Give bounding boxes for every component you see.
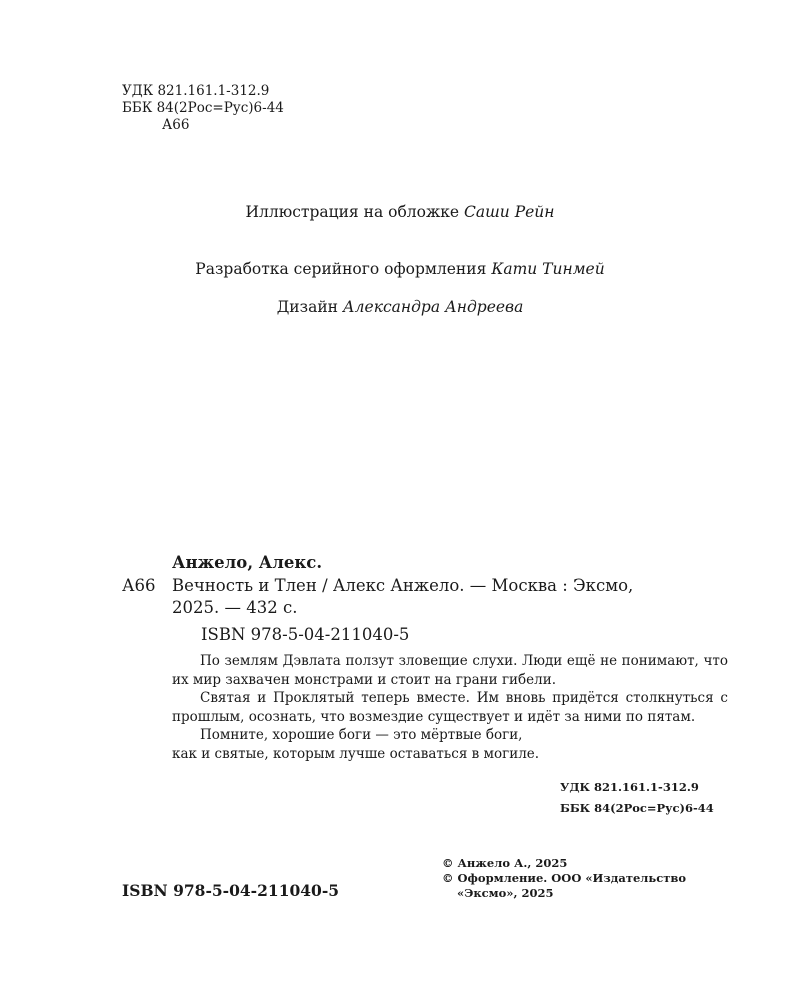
- credit-illustration: [0, 203, 800, 221]
- codes-udk: УДК 821.161.1-312.9: [560, 780, 699, 794]
- credit-illustration-name: Саши Рейн: [464, 203, 555, 221]
- annotation-paragraph-1: По землям Дэвлата ползут зловещие слухи. Люди ещё не понимают, что их мир захвачен монстрами и стоит на грани гибели.: [172, 653, 728, 688]
- catalog-title-line2: 2025. — 432 с.: [172, 598, 298, 617]
- catalog-author-heading: Анжело, Алекс.: [172, 553, 323, 572]
- annotation: [172, 652, 728, 763]
- catalog-title-line1: Вечность и Тлен / Алекс Анжело. — Москва : Эксмо,: [172, 576, 634, 595]
- codes-bbk: ББК 84(2Рос=Рус)6-44: [560, 801, 714, 815]
- header-udk: УДК 821.161.1-312.9: [122, 83, 270, 99]
- copyright-design-line2: «Эксмо», 2025: [457, 886, 554, 900]
- header-author-mark: А66: [162, 117, 190, 133]
- credit-design-name: Александра Андреева: [342, 298, 524, 316]
- credit-series-design: [0, 260, 800, 278]
- annotation-paragraph-2: Святая и Проклятый теперь вместе. Им вновь придётся столкнуться с прошлым, осознать, что возмездие существует и идёт за ними по пятам.: [172, 690, 728, 725]
- credit-design-label: Дизайн: [276, 298, 338, 316]
- footer-isbn: ISBN 978-5-04-211040-5: [122, 881, 340, 900]
- catalog-mark: А66: [122, 576, 156, 595]
- annotation-paragraph-3-line-1: Помните, хорошие боги — это мёртвые боги,: [200, 727, 523, 743]
- copyright-author: © Анжело А., 2025: [442, 856, 568, 870]
- credit-series-label: Разработка серийного оформления: [195, 260, 487, 278]
- credit-series-name: Кати Тинмей: [491, 260, 605, 278]
- copyright-design-line1: © Оформление. ООО «Издательство: [442, 871, 686, 885]
- catalog-isbn: ISBN 978-5-04-211040-5: [201, 625, 410, 644]
- credit-illustration-label: Иллюстрация на обложке: [245, 203, 460, 221]
- annotation-paragraph-3-line-2: как и святые, которым лучше оставаться в могиле.: [172, 745, 540, 762]
- header-bbk: ББК 84(2Рос=Рус)6-44: [122, 100, 284, 116]
- credit-design: [0, 298, 800, 316]
